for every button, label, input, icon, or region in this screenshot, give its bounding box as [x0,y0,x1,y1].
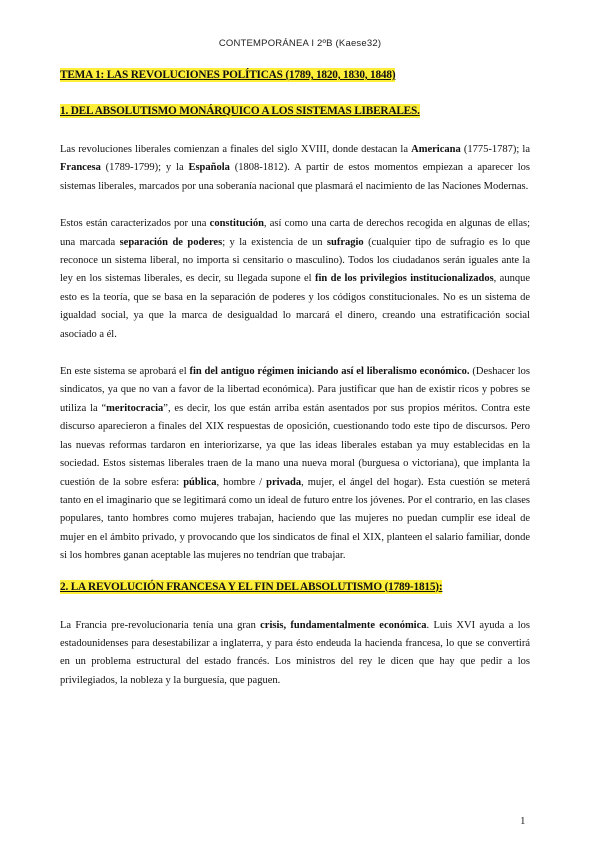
p3-bold-3: pública [183,476,217,488]
paragraph-3 [60,363,530,565]
p3-text-2: (Deshacer los sindicatos, ya que no van a favor de la libertad económica). Para justificar que han de existir ricos y pobres se utiliza la “ [60,366,530,414]
p1-text-4: (1808-1812). A partir de estos momentos empiezan a aparecer los sistemas liberales, marcados por una soberanía nacional que plasmará el nacimiento de las Naciones Modernas. [60,162,530,192]
p3-text-4: , hombre / [216,476,267,488]
p4-text-1: La Francia pre-revolucionaria tenía una gran [60,619,261,631]
paragraph-2 [60,215,530,344]
p1-text-1: Las revoluciones liberales comienzan a finales del siglo XVIII, donde destacan la [60,144,412,155]
section-2-title [60,578,530,596]
p2-text-3: ; y la existencia de un [222,236,327,248]
p3-bold-2: meritocracia [106,402,164,414]
p1-bold-2: Francesa [60,162,101,174]
p2-bold-1: constitución [209,218,264,230]
spacer [60,196,530,215]
p2-text-2: , así como una carta de derechos recogida en algunas de ellas; una marcada [60,218,530,248]
document-body [60,66,530,690]
p2-text-4: (cualquier tipo de sufragio es lo que reconoce un sistema liberal, no importa si censitario o masculino). Todos los ciudadanos serán iguales ante la ley en los sistemas liberales, es decir, su llegada supone el [60,236,530,285]
p4-text-2: . Luis XVI ayuda a los estadounidenses para desestabilizar a inglaterra, y para ésto endeuda la hacienda francesa, lo que se convertirá en un problema estructural del estado francés. Los ministros del rey le dicen que hay que pedir a los privilegiados, la nobleza y la burguesía, que paguen. [60,619,530,686]
section-1-title-text: 1. DEL ABSOLUTISMO MONÁRQUICO A LOS SISTEMAS LIBERALES. [60,105,420,117]
p2-bold-2: separación de poderes [119,236,223,248]
paragraph-4 [60,617,530,691]
page-number: 1 [520,815,526,827]
p2-text-1: Estos están caracterizados por una [60,218,210,230]
p1-bold-3: Española [188,162,230,174]
p2-text-5: , aunque esto es la teoría, que se basa en la separación de poderes y los códigos constitucionales. No es un sistema de igualdad social, ya que la marca de desigualdad lo marcará el dinero, creando una estratificación social asociado a él. [60,273,530,340]
p2-bold-3: sufragio [326,236,364,248]
running-header: CONTEMPORÁNEA I 2ºB (Kaese32) [218,38,382,49]
main-heading [60,66,530,84]
paragraph-1 [60,141,530,196]
p3-text-3: ”, es decir, los que están arriba están asentados por sus propios méritos. Contra este discurso aparecieron a finales del XIX respuestas de oposición, cuestionando todo este tipo de discursos. Pero las nuevas reformas tardaron en interiorizarse, ya que las ideas liberales estaban ya muy establecidas en la sociedad. Estos sistemas liberales traen de la mano una nueva moral (burguesa o victoriana), que implanta la cuestión de la sobre esfera: [60,402,530,488]
p3-bold-4: privada [266,476,302,488]
section-1-title [60,102,530,120]
p1-bold-1: Americana [411,144,461,155]
spacer [60,344,530,363]
p3-text-5: , mujer, el ángel del hogar). Esta cuestión se meterá tanto en el imaginario que se legitimará como un ideal de futuro entre los jóvenes. Por el contrario, en las clases populares, tanto hombres como mujeres trabajan, haciendo que las mujeres no puedan cumplir ese ideal de mujer en el ámbito privado, y provocando que los sindicatos de final el XIX, planteen el salario familiar, donde si los hombres ganan aceptable las mujeres no tendrían que trabajar. [60,476,531,562]
p1-text-3: (1789-1799); y la [100,162,189,174]
p3-text-1: En este sistema se aprobará el [60,366,190,378]
spacer [60,566,530,578]
main-heading-text: TEMA 1: LAS REVOLUCIONES POLÍTICAS (1789, 1820, 1830, 1848) [60,69,396,81]
section-2-title-text: 2. LA REVOLUCIÓN FRANCESA Y EL FIN DEL ABSOLUTISMO (1789-1815): [60,580,443,593]
p3-bold-1: fin del antiguo régimen iniciando así el liberalismo económico. [189,366,470,378]
p1-text-2: (1775-1787); la [460,144,530,155]
p4-bold-1: crisis, fundamentalmente económica [260,619,427,631]
p2-bold-4: fin de los privilegios institucionalizados [314,273,494,285]
